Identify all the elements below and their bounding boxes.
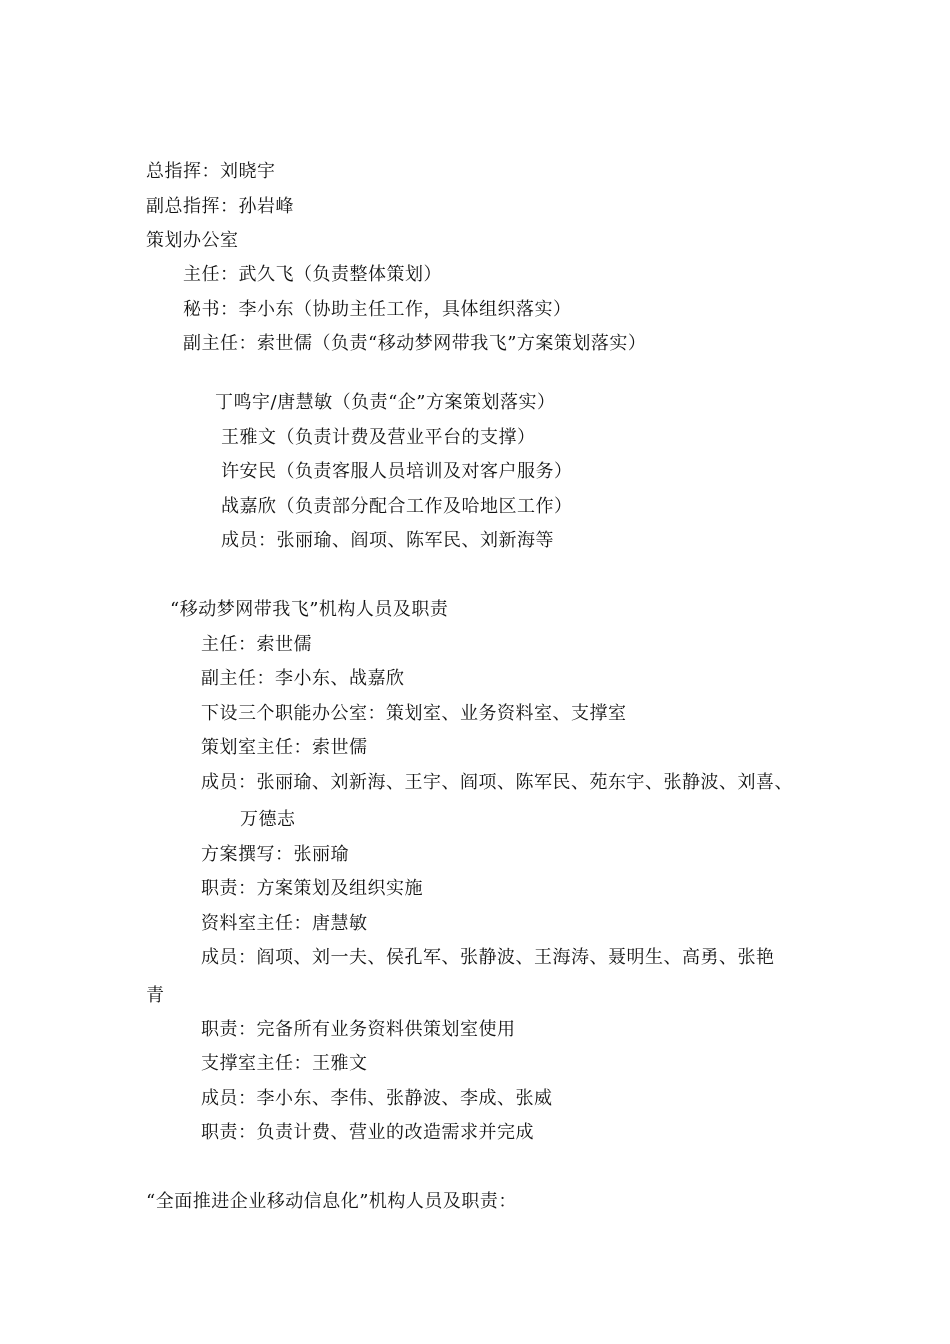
mobile-dream-heading: “移动梦网带我飞”机构人员及职责 bbox=[170, 599, 449, 620]
mobile-dream-line: 成员：李小东、李伟、张静波、李成、张威 bbox=[201, 1088, 553, 1109]
mobile-dream-line: 策划室主任：索世儒 bbox=[201, 737, 368, 758]
mobile-dream-line: 职责：方案策划及组织实施 bbox=[201, 878, 423, 899]
planning-deputy-item: 丁鸣宇/唐慧敏（负责“企”方案策划落实） bbox=[215, 392, 556, 413]
planning-director-line: 主任：武久飞（负责整体策划） bbox=[183, 264, 442, 285]
mobile-dream-line: 成员：张丽瑜、刘新海、王宇、阎项、陈军民、苑东宇、张静波、刘喜、 bbox=[201, 772, 793, 793]
mobile-dream-line: 资料室主任：唐慧敏 bbox=[201, 913, 368, 934]
planning-secretary-line: 秘书：李小东（协助主任工作，具体组织落实） bbox=[183, 299, 572, 320]
planning-deputy-item: 战嘉欣（负责部分配合工作及哈地区工作） bbox=[221, 496, 573, 517]
planning-deputy-director-line: 副主任：索世儒（负责“移动梦网带我飞”方案策划落实） bbox=[183, 333, 647, 354]
mobile-dream-line: 职责：完备所有业务资料供策划室使用 bbox=[201, 1019, 516, 1040]
mobile-dream-line: 成员：阎项、刘一夫、侯孔军、张静波、王海涛、聂明生、高勇、张艳 bbox=[201, 947, 775, 968]
mobile-dream-line: 方案撰写：张丽瑜 bbox=[201, 844, 349, 865]
planning-office-heading: 策划办公室 bbox=[146, 230, 239, 251]
mobile-dream-line: 下设三个职能办公室：策划室、业务资料室、支撑室 bbox=[201, 703, 627, 724]
mobile-dream-line: 万德志 bbox=[240, 809, 296, 830]
mobile-dream-line: 职责：负责计费、营业的改造需求并完成 bbox=[201, 1122, 534, 1143]
mobile-dream-line: 副主任：李小东、战嘉欣 bbox=[201, 668, 405, 689]
planning-deputy-item: 王雅文（负责计费及营业平台的支撑） bbox=[221, 427, 536, 448]
enterprise-heading: “全面推进企业移动信息化”机构人员及职责： bbox=[146, 1191, 517, 1212]
commander-line: 总指挥：刘晓宇 bbox=[146, 161, 276, 182]
mobile-dream-line: 主任：索世儒 bbox=[201, 634, 312, 655]
mobile-dream-line: 青 bbox=[146, 985, 165, 1006]
mobile-dream-line: 支撑室主任：王雅文 bbox=[201, 1053, 368, 1074]
deputy-commander-line: 副总指挥：孙岩峰 bbox=[146, 196, 294, 217]
planning-members-line: 成员：张丽瑜、阎项、陈军民、刘新海等 bbox=[221, 530, 554, 551]
planning-deputy-item: 许安民（负责客服人员培训及对客户服务） bbox=[221, 461, 573, 482]
